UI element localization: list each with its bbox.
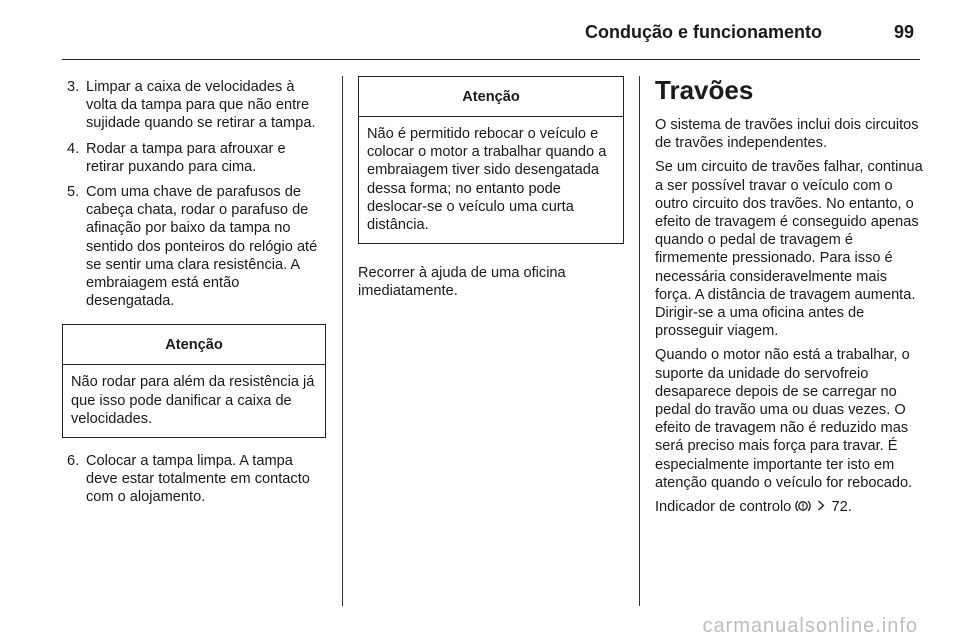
step-text: Rodar a tampa para afrouxar e retirar puxando para cima.: [86, 140, 286, 175]
paragraph: O sistema de travões inclui dois circuitos de travões independentes.: [655, 117, 919, 152]
column-right: [655, 72, 923, 522]
notice-heading: Atenção: [359, 77, 623, 117]
step-number: 3.: [67, 79, 80, 95]
page-header: [62, 16, 920, 60]
indicator-label: Indicador de controlo: [655, 499, 792, 516]
paragraph: Se um circuito de travões falhar, continua a ser possível travar o veículo com o outro circuito dos travões. No entanto, o efeito de travagem é conseguido apenas quando o pedal de travagem é firmemente pressionado. Para isso é necessária consideravelmente mais força. A distância de travagem aumenta. Dirigir-se a uma oficina antes de prosseguir viagem.: [655, 159, 923, 340]
brake-warning-icon: [795, 499, 811, 513]
step-list: [62, 452, 326, 507]
step-text: Com uma chave de parafusos de cabeça chata, rodar o parafuso de afinação por baixo da tampa no sentido dos ponteiros do relógio até se sentir uma clara resistência. A embraiagem está então desengatada.: [86, 184, 318, 310]
list-item: [62, 140, 326, 176]
step-number: 5.: [67, 184, 80, 201]
page-reference: 72.: [831, 499, 852, 516]
paragraph: Recorrer à ajuda de uma oficina imediatamente.: [358, 265, 566, 300]
step-number: 6.: [67, 453, 80, 470]
notice-heading: Atenção: [63, 325, 325, 365]
paragraph: Quando o motor não está a trabalhar, o suporte da unidade do servofreio desaparece depois de se carregar no pedal do travão uma ou duas vezes. O efeito de travagem não é reduzido mas será preciso mais força para travar. É especialmente importante ter isto em atenção quando o veículo for rebocado.: [655, 347, 913, 491]
step-list: [62, 78, 326, 310]
notice-body: Não é permitido rebocar o veículo e colocar o motor a trabalhar quando a embraiagem tiver sido desengatada dessa forma; no entanto pode deslocar-se o veículo uma curta distância.: [367, 126, 607, 234]
column-left: [62, 78, 326, 514]
warning-notice: [358, 76, 624, 244]
step-text: Colocar a tampa limpa. A tampa deve estar totalmente em contacto com o alojamento.: [86, 453, 310, 506]
watermark: carmanualsonline.info: [702, 615, 918, 637]
warning-notice: [62, 324, 326, 438]
step-number: 4.: [67, 140, 80, 157]
list-item: [62, 183, 326, 310]
column-middle: [358, 72, 624, 307]
page-header-title: Condução e funcionamento: [584, 22, 822, 42]
list-item: [62, 78, 326, 133]
list-item: [62, 452, 326, 507]
page-reference-arrow-icon: [817, 498, 825, 516]
section-title: Travões: [655, 75, 754, 105]
column-divider: [342, 76, 343, 606]
notice-body: Não rodar para além da resistência já que isso pode danificar a caixa de velocidades.: [71, 374, 315, 427]
step-text: Limpar a caixa de velocidades à volta da tampa para que não entre sujidade quando se retirar a tampa.: [86, 79, 316, 132]
indicator-reference: [655, 498, 923, 516]
page-number: 99: [893, 22, 914, 42]
column-divider: [639, 76, 640, 606]
